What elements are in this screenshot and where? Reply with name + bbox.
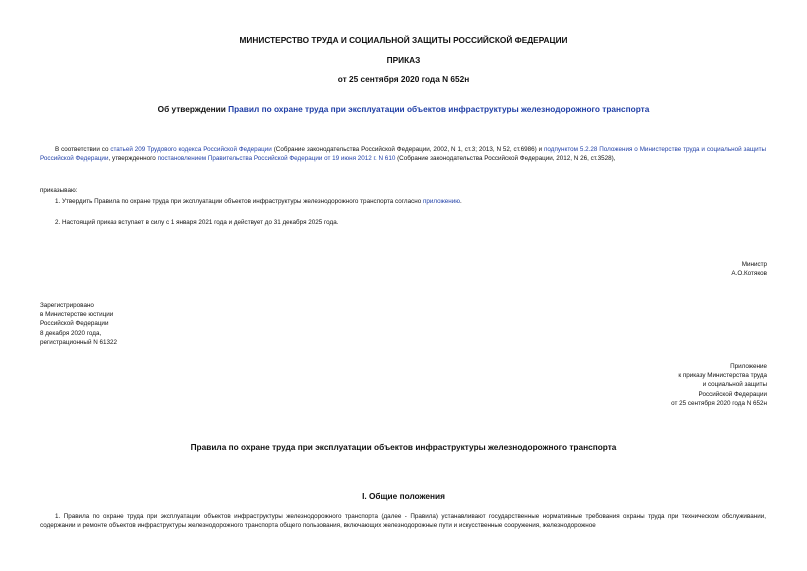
government-decree-link[interactable]: постановлением Правительства Российской Федерации от 19 июня 2012 г. N 610 [157, 155, 396, 163]
appendix-note [671, 362, 767, 408]
preamble-text-4: (Собрание законодательства Российской Федерации, 2012, N 26, ст.3528), [395, 155, 616, 163]
appendix-note-line: Российской Федерации [698, 390, 767, 398]
order-item-1-text: 1. Утвердить Правила по охране труда при эксплуатации объектов инфраструктуры железнодорожного транспорта согласно [55, 198, 423, 205]
registration-line: Российской Федерации [40, 320, 109, 328]
signature-name: А.О.Котяков [731, 270, 767, 277]
labor-code-article-link[interactable]: статьей 209 Трудового кодекса Российской Федерации [110, 146, 272, 153]
signature-position: Министр [741, 261, 767, 268]
preamble-text-3: , утвержденного [108, 155, 158, 163]
document-type: ПРИКАЗ [386, 55, 421, 65]
ministry-regulation-link[interactable]: подпунктом 5.2.28 Положения о Министерстве труда и социальной защиты Российской Федерации [40, 146, 766, 163]
preamble-text-2: (Собрание законодательства Российской Федерации, 2002, N 1, ст.3; 2013, N 52, ст.6986) и [271, 146, 545, 153]
document-title [0, 105, 807, 114]
document-date-number: от 25 сентября 2020 года N 652н [337, 74, 470, 84]
registration-line: Зарегистрировано [40, 302, 94, 309]
section-1-title: I. Общие положения [362, 491, 445, 501]
appendix-note-line: от 25 сентября 2020 года N 652н [671, 399, 767, 407]
registration-line: 8 декабря 2020 года, [40, 329, 102, 337]
appendix-note-line: и социальной защиты [702, 381, 767, 389]
order-item-1 [55, 197, 462, 206]
registration-block [40, 301, 117, 347]
document-title-link[interactable]: Правил по охране труда при эксплуатации объектов инфраструктуры железнодорожного транспорта [228, 104, 650, 114]
order-item-1-end: . [460, 198, 462, 205]
section-1-paragraph-1: 1. Правила по охране труда при эксплуатации объектов инфраструктуры железнодорожного транспорта (далее - Правила) устанавливают государственные нормативные требования охраны труда при техническом обслуживании, содержании и ремонте объектов инфраструктуры железнодорожного транспорта общего пользования, включающих железнодорожные пути и искусственные сооружения, железнодорожное [40, 513, 766, 530]
order-word: приказываю: [40, 187, 78, 194]
rules-title: Правила по охране труда при эксплуатации объектов инфраструктуры железнодорожного транспорта [190, 442, 617, 452]
preamble-paragraph [40, 145, 766, 163]
appendix-link[interactable]: приложению [422, 198, 461, 205]
appendix-note-line: к приказу Министерства труда [678, 372, 767, 380]
registration-line: в Министерстве юстиции [40, 311, 114, 319]
order-item-2: 2. Настоящий приказ вступает в силу с 1 января 2021 года и действует до 31 декабря 2025 года. [55, 219, 339, 226]
document-title-prefix: Об утверждении [157, 104, 229, 114]
ministry-title: МИНИСТЕРСТВО ТРУДА И СОЦИАЛЬНОЙ ЗАЩИТЫ РОССИЙСКОЙ ФЕДЕРАЦИИ [239, 35, 568, 45]
registration-line: регистрационный N 61322 [40, 338, 118, 346]
preamble-text-1: В соответствии со [55, 146, 111, 153]
appendix-note-line: Приложение [730, 363, 767, 370]
